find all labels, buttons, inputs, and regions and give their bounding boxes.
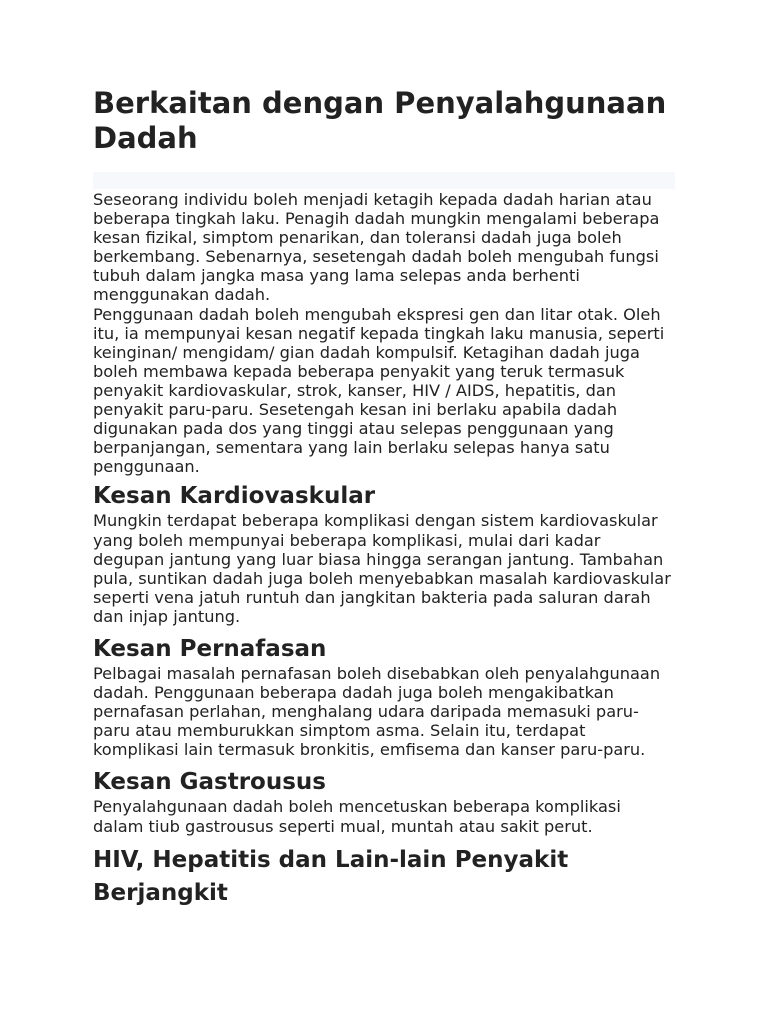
section-body-pernafasan: Pelbagai masalah pernafasan boleh disebabkan oleh penyalahgunaan dadah. Penggunaan beberapa dadah juga boleh mengakibatkan pernafasan perlahan, menghalang udara daripada memasuki paru-paru atau memburukkan simptom asma. Selain itu, terdapat komplikasi lain termasuk bronkitis, emfisema dan kanser paru-paru.: [93, 663, 661, 760]
intro-paragraph-1: Seseorang individu boleh menjadi ketagih kepada dadah harian atau beberapa tingkah laku. Penagih dadah mungkin mengalami beberapa kesan fizikal, simptom penarikan, dan toleransi dadah juga boleh berkembang. Sebenarnya, sesetengah dadah boleh mengubah fungsi tubuh dalam jangka masa yang lama selepas anda berhenti menggunakan dadah.: [93, 190, 660, 305]
section-heading-gastrousus: Kesan Gastrousus: [93, 769, 326, 796]
title-divider: [93, 172, 675, 189]
page-title: Berkaitan dengan Penyalahgunaan Dadah: [93, 86, 667, 155]
section-body-gastrousus: Penyalahgunaan dadah boleh mencetuskan beberapa komplikasi dalam tiub gastrousus seperti mual, muntah atau sakit perut.: [93, 797, 621, 836]
section-heading-pernafasan: Kesan Pernafasan: [93, 635, 327, 662]
section-heading-hiv-hepatitis: HIV, Hepatitis dan Lain-lain Penyakit Berjangkit: [93, 846, 569, 906]
intro-paragraph-2: Penggunaan dadah boleh mengubah ekspresi gen dan litar otak. Oleh itu, ia mempunyai kesan negatif kepada tingkah laku manusia, seperti keinginan/ mengidam/ gian dadah kompulsif. Ketagihan dadah juga boleh membawa kepada beberapa penyakit yang teruk termasuk penyakit kardiovaskular, strok, kanser, HIV / AIDS, hepatitis, dan penyakit paru-paru. Sesetengah kesan ini berlaku apabila dadah digunakan pada dos yang tinggi atau selepas penggunaan yang berpanjangan, sementara yang lain berlaku selepas hanya satu penggunaan.: [93, 304, 665, 477]
document-page: [93, 86, 675, 910]
section-heading-kardiovaskular: Kesan Kardiovaskular: [93, 483, 376, 510]
section-body-kardiovaskular: Mungkin terdapat beberapa komplikasi dengan sistem kardiovaskular yang boleh mempunyai beberapa komplikasi, mulai dari kadar degupan jantung yang luar biasa hingga serangan jantung. Tambahan pula, suntikan dadah juga boleh menyebabkan masalah kardiovaskular seperti vena jatuh runtuh dan jangkitan bakteria pada saluran darah dan injap jantung.: [93, 511, 671, 626]
